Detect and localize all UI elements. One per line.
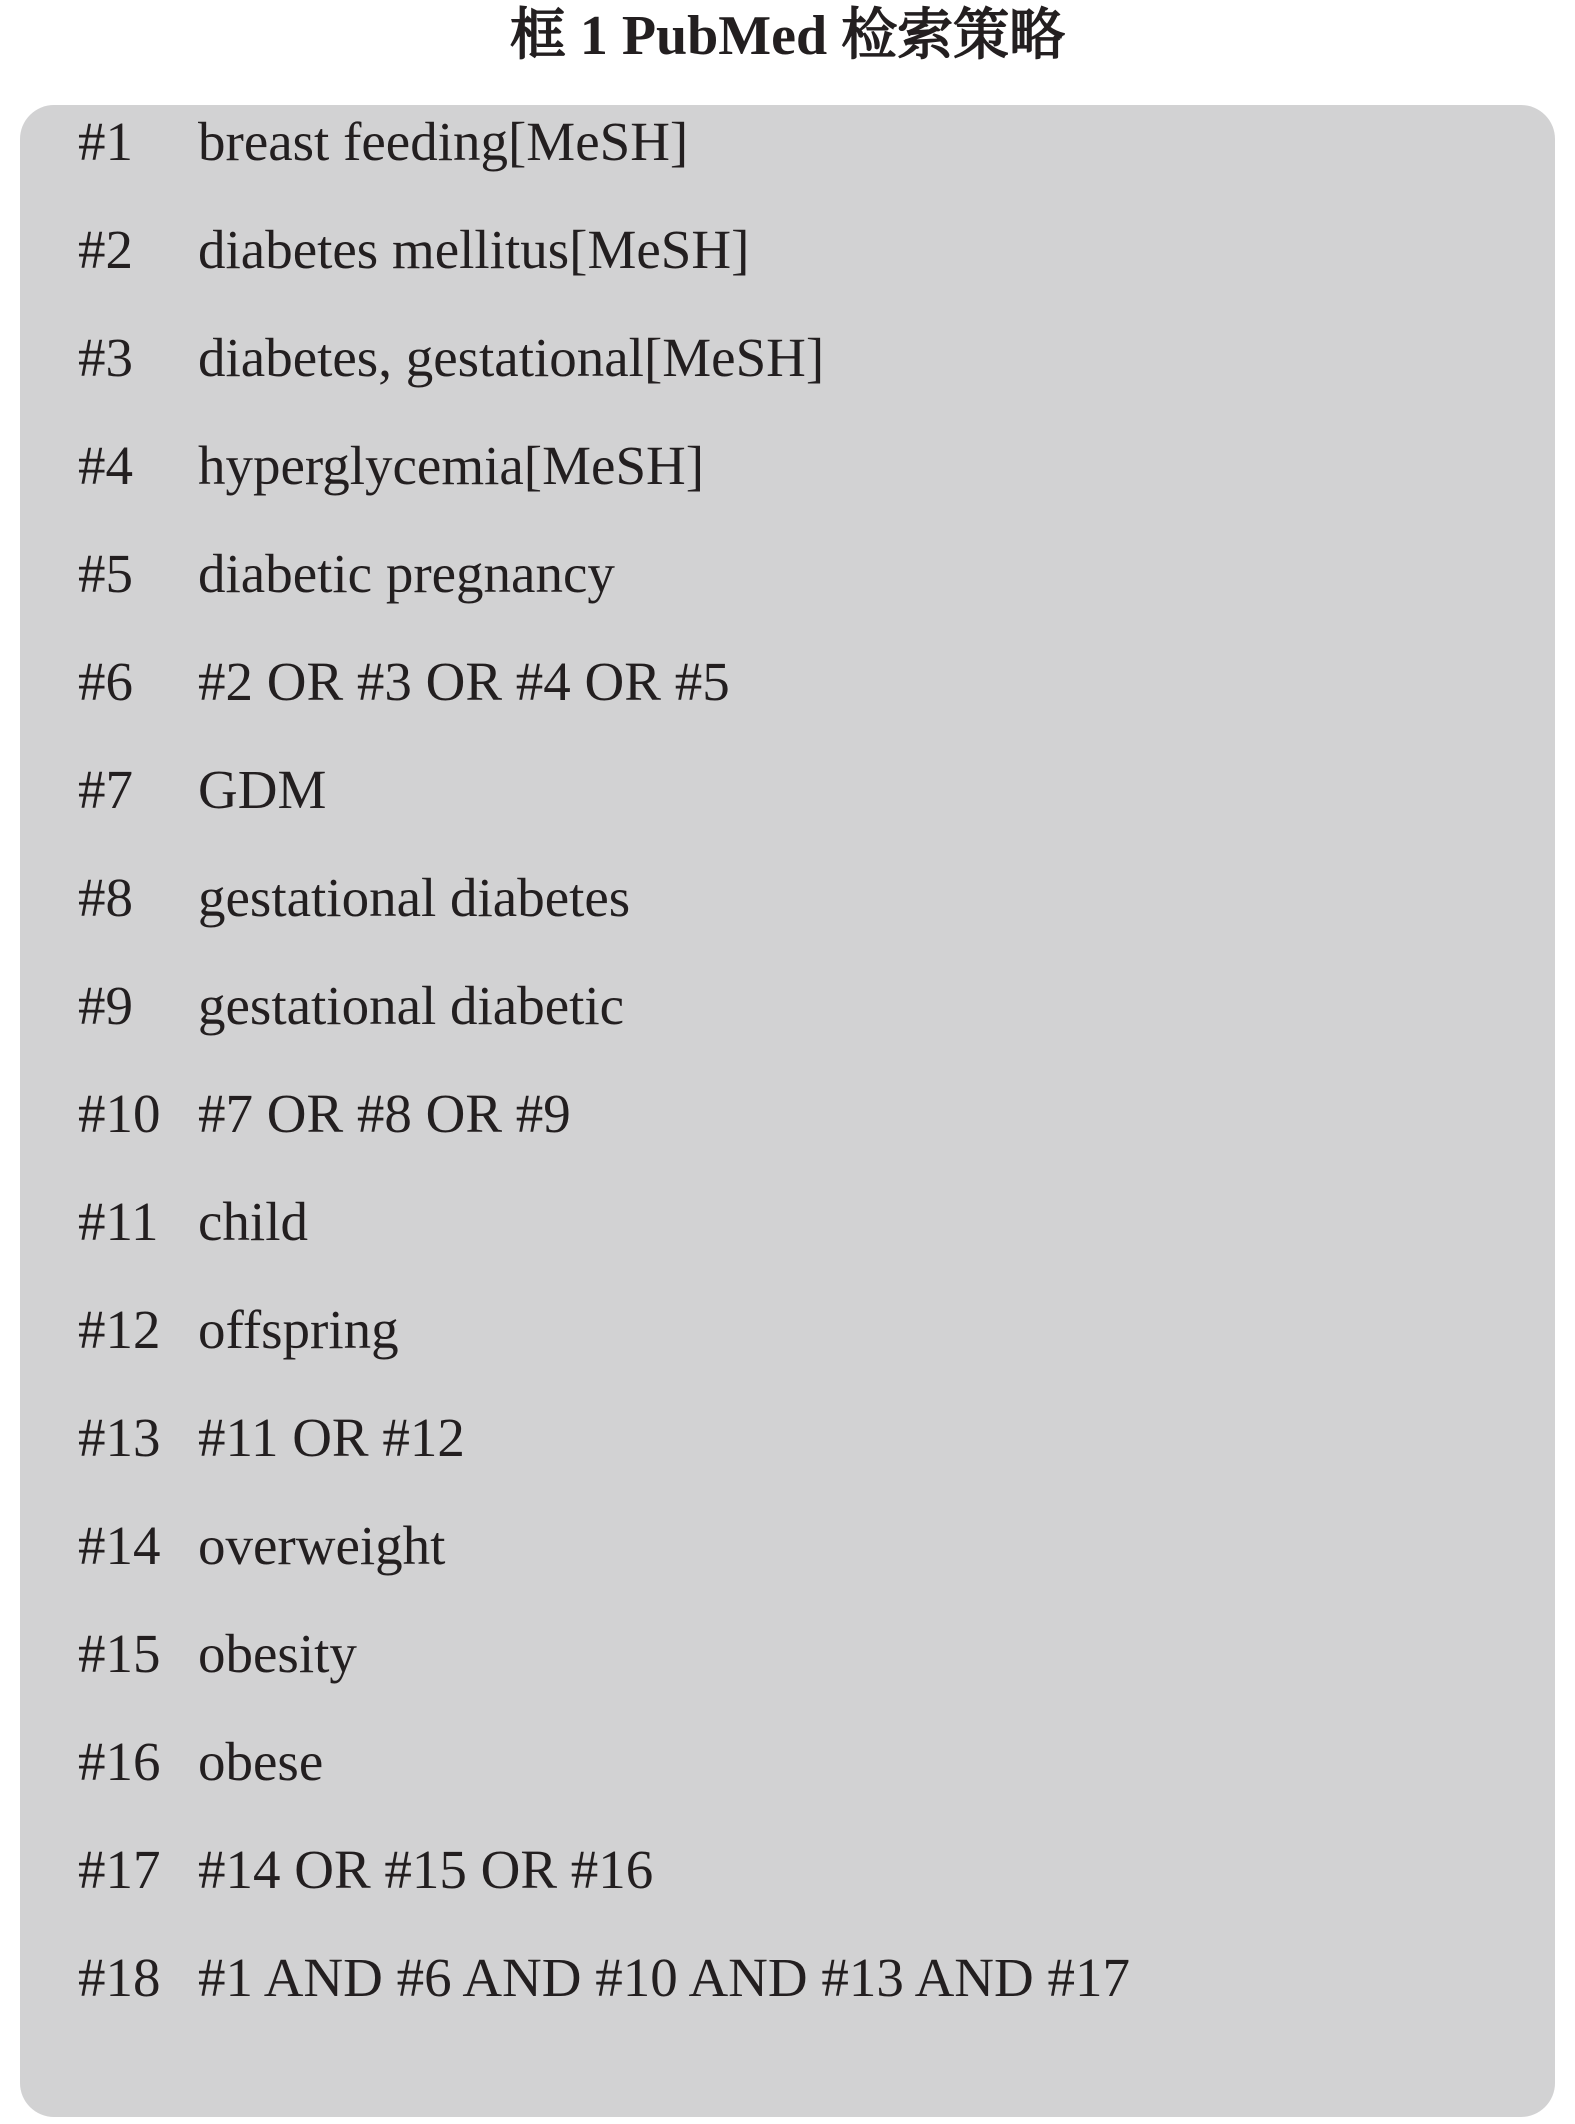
search-step-number: #16 bbox=[78, 1731, 161, 1792]
search-step-query: diabetic pregnancy bbox=[198, 543, 615, 604]
search-step-number: #2 bbox=[78, 219, 133, 280]
search-step-number: #11 bbox=[78, 1191, 159, 1252]
search-step-query: GDM bbox=[198, 759, 327, 820]
search-step-number: #5 bbox=[78, 543, 133, 604]
search-step-query: breast feeding[MeSH] bbox=[198, 111, 689, 172]
search-step-query: #11 OR #12 bbox=[198, 1407, 465, 1468]
search-row bbox=[20, 1614, 1555, 1694]
search-row bbox=[20, 1182, 1555, 1262]
search-row bbox=[20, 966, 1555, 1046]
search-step-number: #10 bbox=[78, 1083, 161, 1144]
search-row bbox=[20, 534, 1555, 614]
search-step-query: overweight bbox=[198, 1515, 446, 1576]
search-step-query: obese bbox=[198, 1731, 324, 1792]
search-step-query: offspring bbox=[198, 1299, 399, 1360]
search-step-query: obesity bbox=[198, 1623, 357, 1684]
search-step-query: gestational diabetes bbox=[198, 867, 631, 928]
search-row bbox=[20, 210, 1555, 290]
search-step-query: #2 OR #3 OR #4 OR #5 bbox=[198, 651, 730, 712]
search-step-query: diabetes, gestational[MeSH] bbox=[198, 327, 825, 388]
search-step-query: #7 OR #8 OR #9 bbox=[198, 1083, 571, 1144]
search-step-number: #13 bbox=[78, 1407, 161, 1468]
search-row bbox=[20, 1506, 1555, 1586]
search-row bbox=[20, 1074, 1555, 1154]
search-step-number: #7 bbox=[78, 759, 133, 820]
search-row bbox=[20, 642, 1555, 722]
box-title: 框 1 PubMed 检索策略 bbox=[509, 5, 1066, 67]
search-step-number: #4 bbox=[78, 435, 133, 496]
search-step-number: #8 bbox=[78, 867, 133, 928]
search-row bbox=[20, 1290, 1555, 1370]
search-step-number: #14 bbox=[78, 1515, 161, 1576]
search-step-number: #17 bbox=[78, 1839, 161, 1900]
search-step-query: diabetes mellitus[MeSH] bbox=[198, 219, 750, 280]
search-step-number: #9 bbox=[78, 975, 133, 1036]
search-row bbox=[20, 426, 1555, 506]
search-step-query: hyperglycemia[MeSH] bbox=[198, 435, 705, 496]
search-step-query: gestational diabetic bbox=[198, 975, 625, 1036]
search-step-number: #3 bbox=[78, 327, 133, 388]
search-step-query: child bbox=[198, 1191, 308, 1252]
search-row bbox=[20, 750, 1555, 830]
search-step-number: #18 bbox=[78, 1947, 161, 2008]
search-row bbox=[20, 102, 1555, 182]
search-row bbox=[20, 1398, 1555, 1478]
search-row bbox=[20, 1722, 1555, 1802]
search-step-number: #15 bbox=[78, 1623, 161, 1684]
search-row bbox=[20, 1938, 1555, 2018]
search-strategy-box bbox=[20, 105, 1555, 2117]
search-step-query: #1 AND #6 AND #10 AND #13 AND #17 bbox=[198, 1947, 1130, 2008]
search-row bbox=[20, 318, 1555, 398]
search-row bbox=[20, 1830, 1555, 1910]
search-row bbox=[20, 858, 1555, 938]
search-step-number: #1 bbox=[78, 111, 133, 172]
search-step-query: #14 OR #15 OR #16 bbox=[198, 1839, 654, 1900]
search-step-number: #12 bbox=[78, 1299, 161, 1360]
search-step-number: #6 bbox=[78, 651, 133, 712]
